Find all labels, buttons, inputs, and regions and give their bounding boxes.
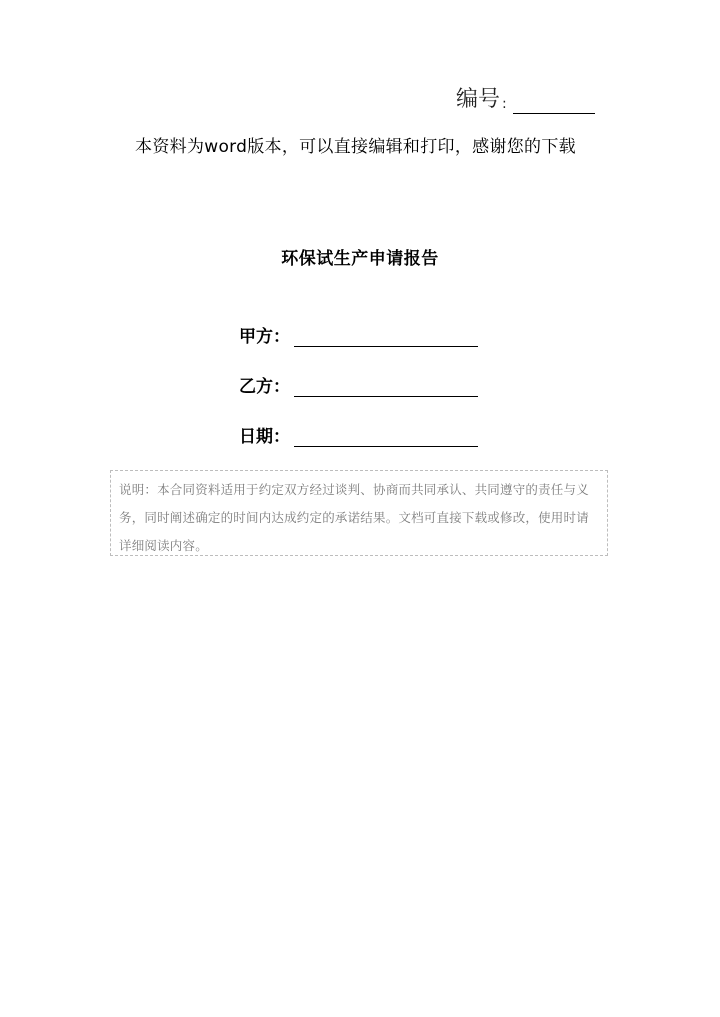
serial-number [456,86,595,114]
document-title: 环保试生产申请报告 [281,249,439,269]
date-row [239,422,478,447]
party-a-row [239,322,478,347]
description-box [110,470,608,556]
download-notice [0,132,720,157]
party-a-label: 甲方： [239,327,290,347]
serial-number-blank[interactable] [513,91,595,114]
party-a-blank[interactable] [294,328,478,347]
download-notice-text: 本资料为word版本，可以直接编辑和打印，感谢您的下载 [135,137,576,157]
date-label: 日期： [239,427,290,447]
description-text: 说明：本合同资料适用于约定双方经过谈判、协商而共同承认、共同遵守的责任与义务，同时阐述确定的时间内达成约定的承诺结果。文档可直接下载或修改，使用时请详细阅读内容。 [119,482,589,553]
party-b-blank[interactable] [294,378,478,397]
party-b-row [239,372,478,397]
serial-number-colon: : [502,96,507,112]
serial-number-label: 编号 [456,87,501,112]
date-blank[interactable] [294,428,478,447]
party-b-label: 乙方： [239,377,290,397]
